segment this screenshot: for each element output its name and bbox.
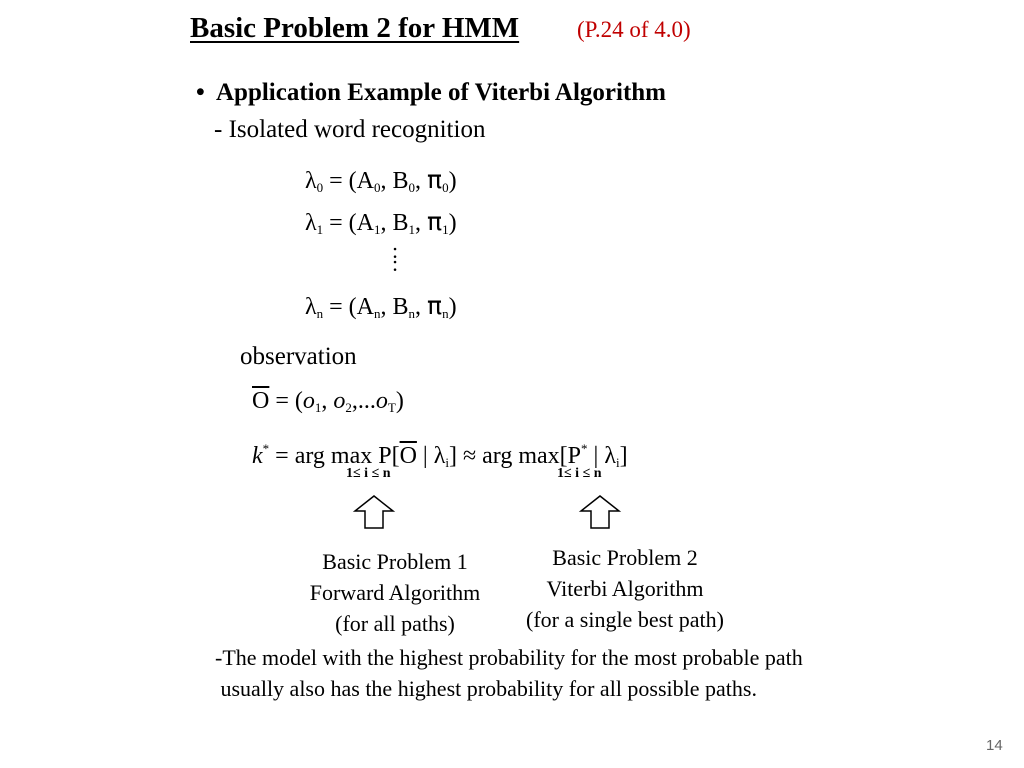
subheading: - Isolated word recognition [214, 116, 486, 143]
observation-label: observation [240, 343, 357, 370]
bullet-heading: Application Example of Viterbi Algorithm [216, 79, 666, 106]
up-arrow-icon [578, 494, 622, 530]
model-equation-1: $\lambda_1 = (A_1$, $B_1$, $\pi_1$) [305, 207, 457, 237]
page-reference: (P.24 of 4.0) [577, 17, 691, 42]
conclusion-text: -The model with the highest probability for the most probable path usually also has the highest probability for all possible paths. [215, 645, 803, 701]
basic-problem-1-caption: Basic Problem 1 Forward Algorithm (for all paths) [309, 549, 481, 636]
basic-problem-2-caption: Basic Problem 2 Viterbi Algorithm (for a single best path) [526, 545, 724, 632]
argmax-range-1: 1≤ i ≤ n [346, 466, 391, 481]
model-equation-n: $\lambda_n = (A_n$, $B_n$, $\pi_n$) [305, 291, 457, 321]
bullet-symbol: • [196, 79, 205, 106]
argmax-range-2: 1≤ i ≤ n [557, 466, 602, 481]
model-equation-0: $\lambda_0 = (A_0$, $B_0$, $\pi_0$) [305, 165, 457, 195]
slide-title: Basic Problem 2 for HMM [190, 12, 520, 44]
observation-equation: $\overline{O} = (o_1$, $o_2,...o_T$) [252, 388, 404, 415]
up-arrow-icon [352, 494, 396, 530]
vertical-ellipsis: : : [392, 238, 399, 276]
k-star-equation: k* = arg $\max P[\overline{O}$ | $\lambda_i$] ≈ arg max[P* | $\lambda_i$] [252, 441, 628, 470]
page-number: 14 [986, 737, 1003, 754]
